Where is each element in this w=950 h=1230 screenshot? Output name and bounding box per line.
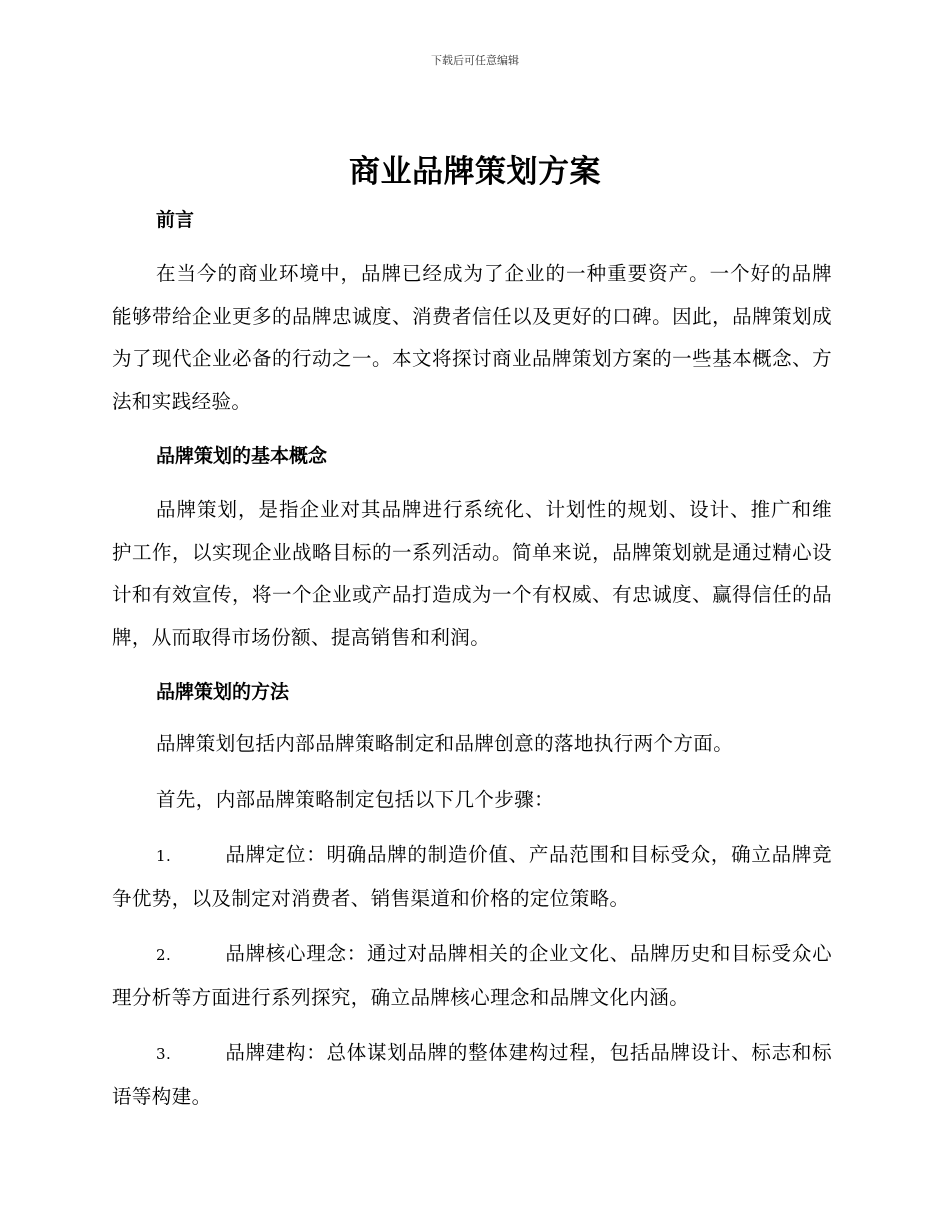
document-body (112, 200, 832, 1118)
section-heading-preface: 前言 (156, 209, 195, 231)
section-heading-method: 品牌策划的方法 (156, 681, 290, 703)
list-item-text: 品牌核心理念：通过对品牌相关的企业文化、品牌历史和目标受众心理分析等方面进行系列探究，确立品牌核心理念和品牌文化内涵。 (112, 942, 832, 1009)
steps-intro-paragraph: 首先，内部品牌策略制定包括以下几个步骤： (156, 787, 555, 811)
list-item-number: 2. (156, 946, 172, 964)
list-item-number: 1. (156, 847, 172, 865)
list-item (112, 1032, 832, 1118)
preface-paragraph: 在当今的商业环境中，品牌已经成为了企业的一种重要资产。一个好的品牌能够带给企业更多的品牌忠诚度、消费者信任以及更好的口碑。因此，品牌策划成为了现代企业必备的行动之一。本文将探讨商业品牌策划方案的一些基本概念、方法和实践经验。 (112, 262, 832, 413)
list-item (112, 834, 832, 920)
section-heading-concept: 品牌策划的基本概念 (156, 445, 328, 467)
list-item (112, 933, 832, 1019)
document-title: 商业品牌策划方案 (349, 154, 601, 190)
list-item-text: 品牌建构：总体谋划品牌的整体建构过程，包括品牌设计、标志和标语等构建。 (112, 1041, 832, 1108)
method-intro-paragraph: 品牌策划包括内部品牌策略制定和品牌创意的落地执行两个方面。 (156, 732, 734, 755)
concept-paragraph: 品牌策划，是指企业对其品牌进行系统化、计划性的规划、设计、推广和维护工作，以实现企业战略目标的一系列活动。简单来说，品牌策划就是通过精心设计和有效宣传，将一个企业或产品打造成为一个有权威、有忠诚度、赢得信任的品牌，从而取得市场份额、提高销售和利润。 (112, 498, 832, 649)
list-item-text: 品牌定位：明确品牌的制造价值、产品范围和目标受众，确立品牌竞争优势，以及制定对消费者、销售渠道和价格的定位策略。 (112, 843, 832, 910)
page-header-note: 下载后可任意编辑 (431, 54, 519, 67)
list-item-number: 3. (156, 1045, 172, 1063)
